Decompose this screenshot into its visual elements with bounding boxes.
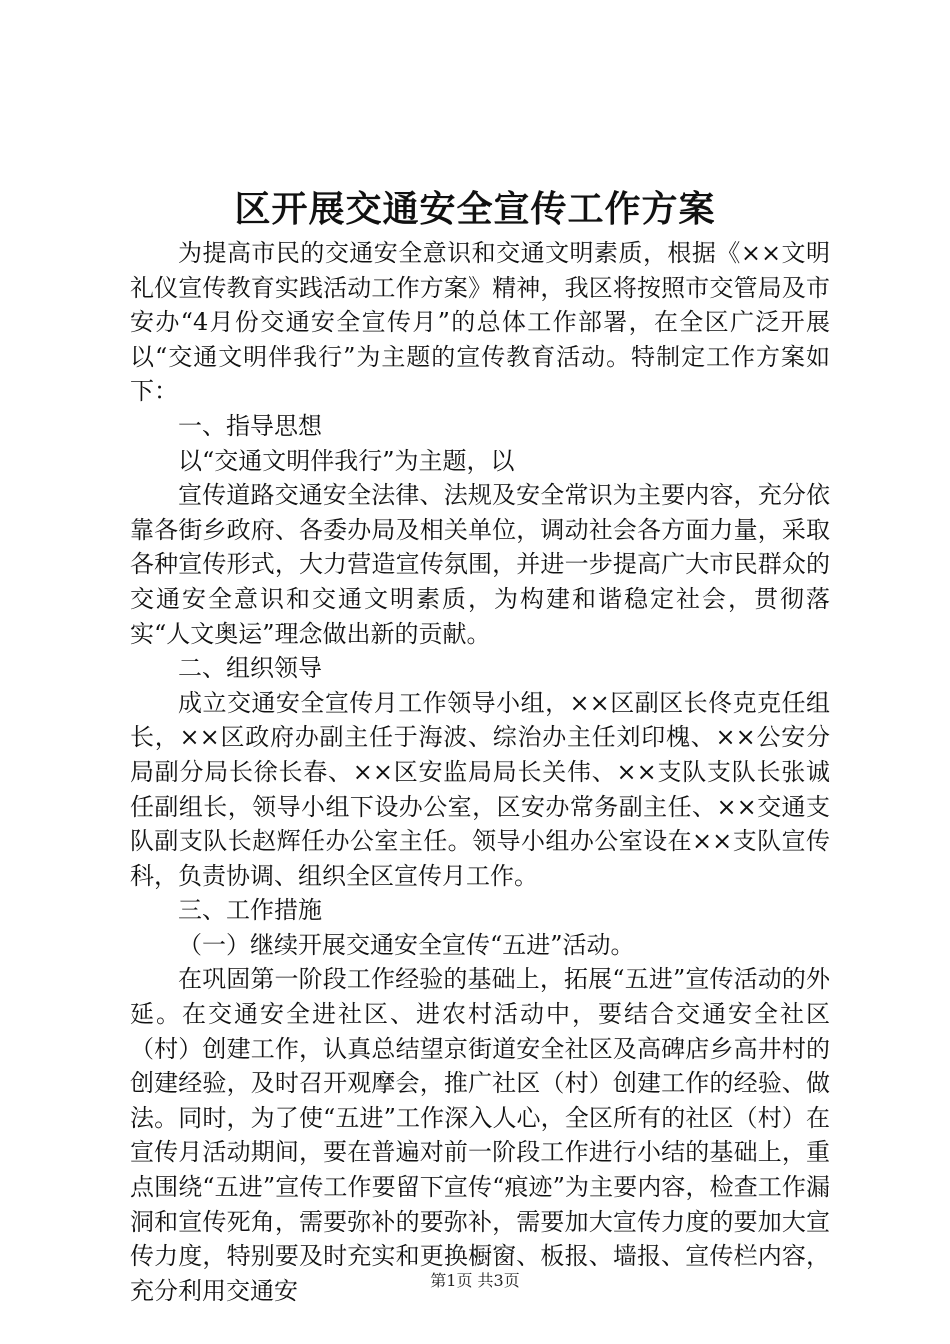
paragraph-leadership-group: 成立交通安全宣传月工作领导小组，××区副区长佟克克任组长，××区政府办副主任于海波、综治办主任刘印槐、××公安分局副分局长徐长春、××区安监局局长关伟、××支队支队长张诚任副组长，领导小组下设办公室，区安办常务副主任、××交通支队副支队长赵辉任办公室主任。领导小组办公室设在××支队宣传科，负责协调、组织全区宣传月工作。 (130, 688, 830, 890)
paragraph-theme: 以“交通文明伴我行”为主题，以 (178, 446, 515, 475)
section-heading-measures: 三、工作措施 (178, 896, 322, 925)
document-title: 区开展交通安全宣传工作方案 (234, 188, 716, 230)
section-heading-organization: 二、组织领导 (178, 654, 322, 683)
document-body (130, 236, 830, 1308)
paragraph-intro: 为提高市民的交通安全意识和交通文明素质，根据《××文明礼仪宣传教育实践活动工作方案》精神，我区将按照市交管局及市安办“4月份交通安全宣传月”的总体工作部署，在全区广泛开展以“交通文明伴我行”为主题的宣传教育活动。特制定工作方案如下： (130, 239, 830, 406)
subsection-heading-five-entries: （一）继续开展交通安全宣传“五进”活动。 (178, 930, 635, 959)
paragraph-content: 宣传道路交通安全法律、法规及安全常识为主要内容，充分依靠各街乡政府、各委办局及相关单位，调动社会各方面力量，采取各种宣传形式，大力营造宣传氛围，并进一步提高广大市民群众的交通安全意识和交通文明素质，为构建和谐稳定社会，贯彻落实“人文奥运”理念做出新的贡献。 (130, 481, 830, 648)
page-number-footer: 第1页 共3页 (430, 1271, 520, 1290)
paragraph-five-entries: 在巩固第一阶段工作经验的基础上，拓展“五进”宣传活动的外延。在交通安全进社区、进农村活动中，要结合交通安全社区（村）创建工作，认真总结望京街道安全社区及高碑店乡高井村的创建经验，及时召开观摩会，推广社区（村）创建工作的经验、做法。同时，为了使“五进”工作深入人心，全区所有的社区（村）在宣传月活动期间，要在普遍对前一阶段工作进行小结的基础上，重点围绕“五进”宣传工作要留下宣传“痕迹”为主要内容，检查工作漏洞和宣传死角，需要弥补的要弥补，需要加大宣传力度的要加大宣传力度，特别要及时充实和更换橱窗、板报、墙报、宣传栏内容，充分利用交通安 (130, 965, 830, 1305)
section-heading-guiding-ideology: 一、指导思想 (178, 411, 322, 440)
